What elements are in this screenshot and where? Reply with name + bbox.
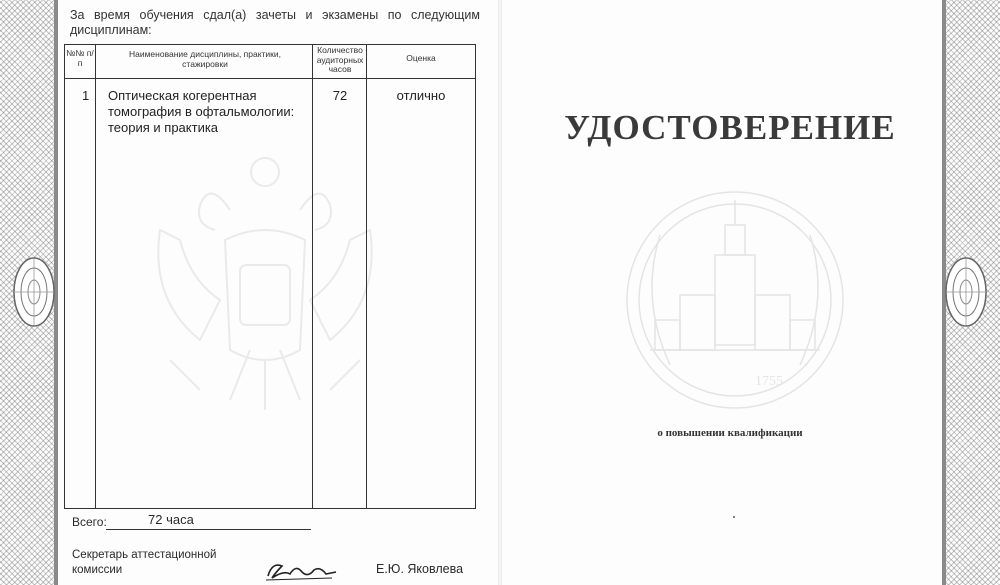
secretary-label: Секретарь аттестационной комиссии [72, 549, 217, 576]
row-1-num: 1 [82, 88, 90, 103]
intro-text: За время обучения сдал(а) зачеты и экзамены по следующим дисциплинам: [70, 8, 480, 37]
row-1-grade: отлично [396, 88, 446, 103]
document-subtitle: о повышении квалификации [657, 427, 803, 439]
secretary-name: Е.Ю. Яковлева [376, 562, 464, 576]
handwritten-signature-icon [262, 558, 342, 584]
seal-year: 1755 [755, 374, 783, 389]
row-1-name: Оптическая когерентная томография в офтальмологии: теория и практика [108, 88, 295, 135]
university-building-seal-icon [620, 185, 850, 415]
header-grade: Оценка [406, 53, 436, 63]
header-num: №№ п/п [66, 48, 94, 68]
document-title: УДОСТОВЕРЕНИЕ [564, 108, 896, 147]
rosette-ornament-icon [942, 252, 990, 332]
book-spine [498, 0, 502, 585]
header-hours: Количество аудиторных часов [316, 45, 364, 74]
disciplines-table [64, 44, 476, 509]
header-name: Наименование дисциплины, практики, стажировки [128, 49, 282, 69]
total-underline [106, 529, 311, 530]
rosette-ornament-icon [10, 252, 58, 332]
total-value: 72 часа [148, 512, 194, 527]
total-label: Всего: [72, 515, 107, 529]
row-1-hours: 72 [332, 88, 348, 103]
